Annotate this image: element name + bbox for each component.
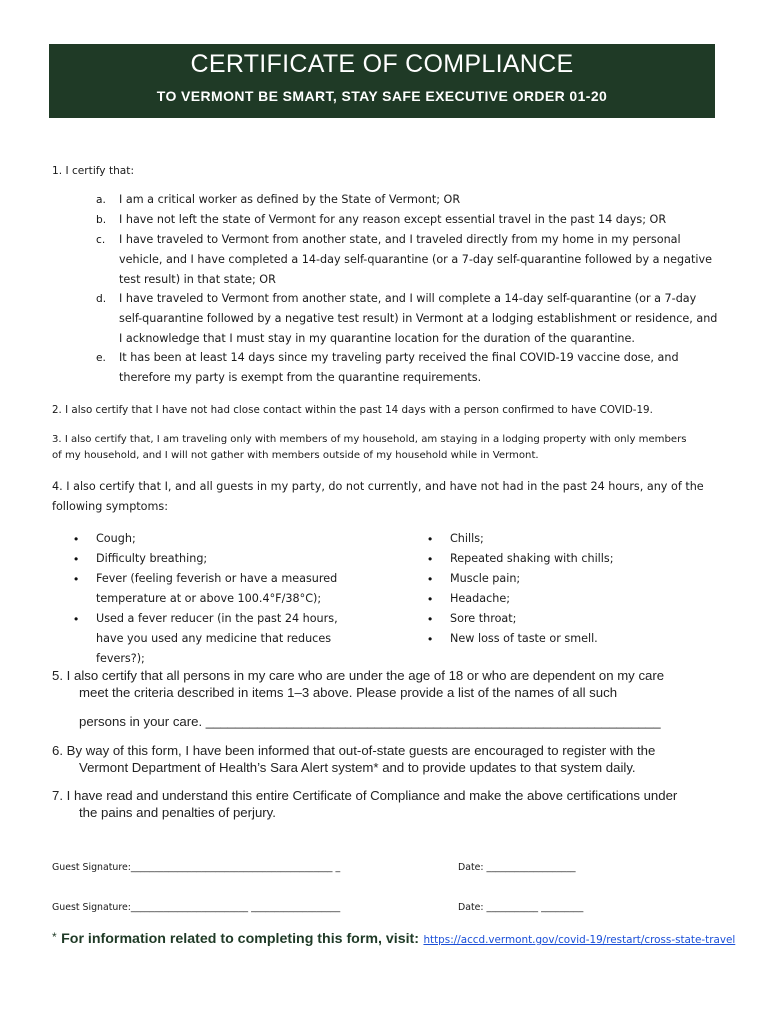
guest-signature-label: Guest Signature: — [52, 862, 131, 873]
cross-state-travel-link[interactable]: https://accd.vermont.gov/covid-19/restart/cross-state-travel — [423, 934, 736, 946]
item4-line2: following symptoms: — [52, 500, 169, 513]
option-line: I have traveled to Vermont from another state, and I traveled directly from my home in my personal — [119, 233, 681, 246]
guest-signature-field[interactable]: ___________________________________________ _ — [130, 862, 341, 873]
option-b-text — [119, 210, 719, 230]
item6-line1: 6. By way of this form, I have been informed that out-of-state guests are encouraged to register with the — [52, 743, 656, 758]
option-line: It has been at least 14 days since my traveling party received the final COVID-19 vaccine dose, and — [119, 351, 679, 364]
item3-line2: of my household, and I will not gather with members outside of my household while in Vermont. — [52, 450, 539, 461]
option-line: I acknowledge that I must stay in my quarantine location for the duration of the quarantine. — [119, 332, 635, 345]
document-subtitle: TO VERMONT BE SMART, STAY SAFE EXECUTIVE ORDER 01-20 — [156, 88, 608, 104]
bullet-icon: • — [428, 552, 433, 566]
option-line: test result) in that state; OR — [119, 273, 276, 286]
symptom-item: Cough; — [96, 532, 136, 545]
item5-line2: meet the criteria described in items 1–3 above. Please provide a list of the names of all such — [79, 685, 618, 700]
guest-signature-field[interactable]: _________________________ ___________________ — [130, 902, 341, 913]
item4-line1: 4. I also certify that I, and all guests in my party, do not currently, and have not had in the past 24 hours, any of the — [52, 480, 704, 493]
option-line: self-quarantine followed by a negative test result) in Vermont at a lodging establishment or residence, and — [119, 312, 718, 325]
option-letter-c: c. — [96, 234, 106, 246]
bullet-icon: • — [74, 532, 79, 546]
symptom-item: Sore throat; — [450, 612, 517, 625]
option-line: therefore my party is exempt from the quarantine requirements. — [119, 371, 482, 384]
bullet-icon: • — [428, 632, 433, 646]
bullet-icon: • — [428, 572, 433, 586]
item3-text — [52, 432, 687, 464]
item5-names-field[interactable]: persons in your care. ______________________________________________________________ — [79, 714, 661, 729]
symptom-item: temperature at or above 100.4°F/38°C); — [96, 592, 322, 605]
item4-text — [52, 477, 722, 517]
item7-line1: 7. I have read and understand this entire Certificate of Compliance and make the above certifications under — [52, 788, 678, 803]
item2-text: 2. I also certify that I have not had close contact within the past 14 days with a person confirmed to have COVID-19. — [52, 404, 653, 416]
option-letter-b: b. — [96, 214, 107, 226]
bullet-icon: • — [74, 572, 79, 586]
footnote-lead-text: For information related to completing this form, visit: — [61, 931, 419, 947]
document-title: CERTIFICATE OF COMPLIANCE — [190, 50, 574, 78]
option-c-text — [119, 230, 729, 290]
bullet-icon: • — [428, 592, 433, 606]
symptom-item: Fever (feeling feverish or have a measured — [96, 572, 338, 585]
option-a-text — [119, 190, 719, 210]
item6-line2: Vermont Department of Health’s Sara Alert system* and to provide updates to that system daily. — [79, 760, 636, 775]
symptom-list-right — [450, 529, 730, 649]
symptom-item: Repeated shaking with chills; — [450, 552, 614, 565]
symptom-item: Used a fever reducer (in the past 24 hours, — [96, 612, 338, 625]
option-e-text — [119, 348, 729, 388]
item5-line1: 5. I also certify that all persons in my care who are under the age of 18 or who are dependent on my care — [52, 668, 665, 683]
option-letter-d: d. — [96, 293, 107, 305]
date-label: Date: — [458, 902, 484, 913]
option-d-text — [119, 289, 729, 349]
item1-intro: 1. I certify that: — [52, 165, 135, 177]
footnote-star: * — [52, 930, 57, 944]
guest-signature-label: Guest Signature: — [52, 902, 131, 913]
date-row-1 — [458, 862, 576, 873]
option-line: I have traveled to Vermont from another state, and I will complete a 14-day self-quarantine (or a 7-day — [119, 292, 697, 305]
symptom-item: Muscle pain; — [450, 572, 521, 585]
bullet-icon: • — [428, 612, 433, 626]
symptom-item: Headache; — [450, 592, 511, 605]
option-line: vehicle, and I have completed a 14-day self-quarantine (or a 7-day self-quarantine followed by a negative — [119, 253, 712, 266]
footnote — [52, 930, 735, 948]
date-field[interactable]: ___________________ — [483, 862, 576, 873]
date-row-2 — [458, 902, 583, 913]
bullet-icon: • — [428, 532, 433, 546]
bullet-icon: • — [74, 552, 79, 566]
symptom-item: have you used any medicine that reduces — [96, 632, 332, 645]
signature-row-1 — [52, 862, 340, 873]
signature-row-2 — [52, 902, 340, 913]
header-banner — [49, 44, 715, 118]
item7-line2: the pains and penalties of perjury. — [79, 805, 276, 820]
symptom-item: New loss of taste or smell. — [450, 632, 598, 645]
option-line: I have not left the state of Vermont for any reason except essential travel in the past 14 days; OR — [119, 213, 667, 226]
symptom-item: fevers?); — [96, 652, 145, 665]
date-field[interactable]: ___________ _________ — [483, 902, 584, 913]
item3-line1: 3. I also certify that, I am traveling only with members of my household, am staying in a lodging property with only members — [52, 434, 687, 445]
option-letter-e: e. — [96, 352, 106, 364]
symptom-item: Difficulty breathing; — [96, 552, 208, 565]
date-label: Date: — [458, 862, 484, 873]
option-line: I am a critical worker as defined by the State of Vermont; OR — [119, 193, 461, 206]
option-letter-a: a. — [96, 194, 106, 206]
symptom-list-left — [96, 529, 396, 669]
symptom-item: Chills; — [450, 532, 484, 545]
bullet-icon: • — [74, 612, 79, 626]
